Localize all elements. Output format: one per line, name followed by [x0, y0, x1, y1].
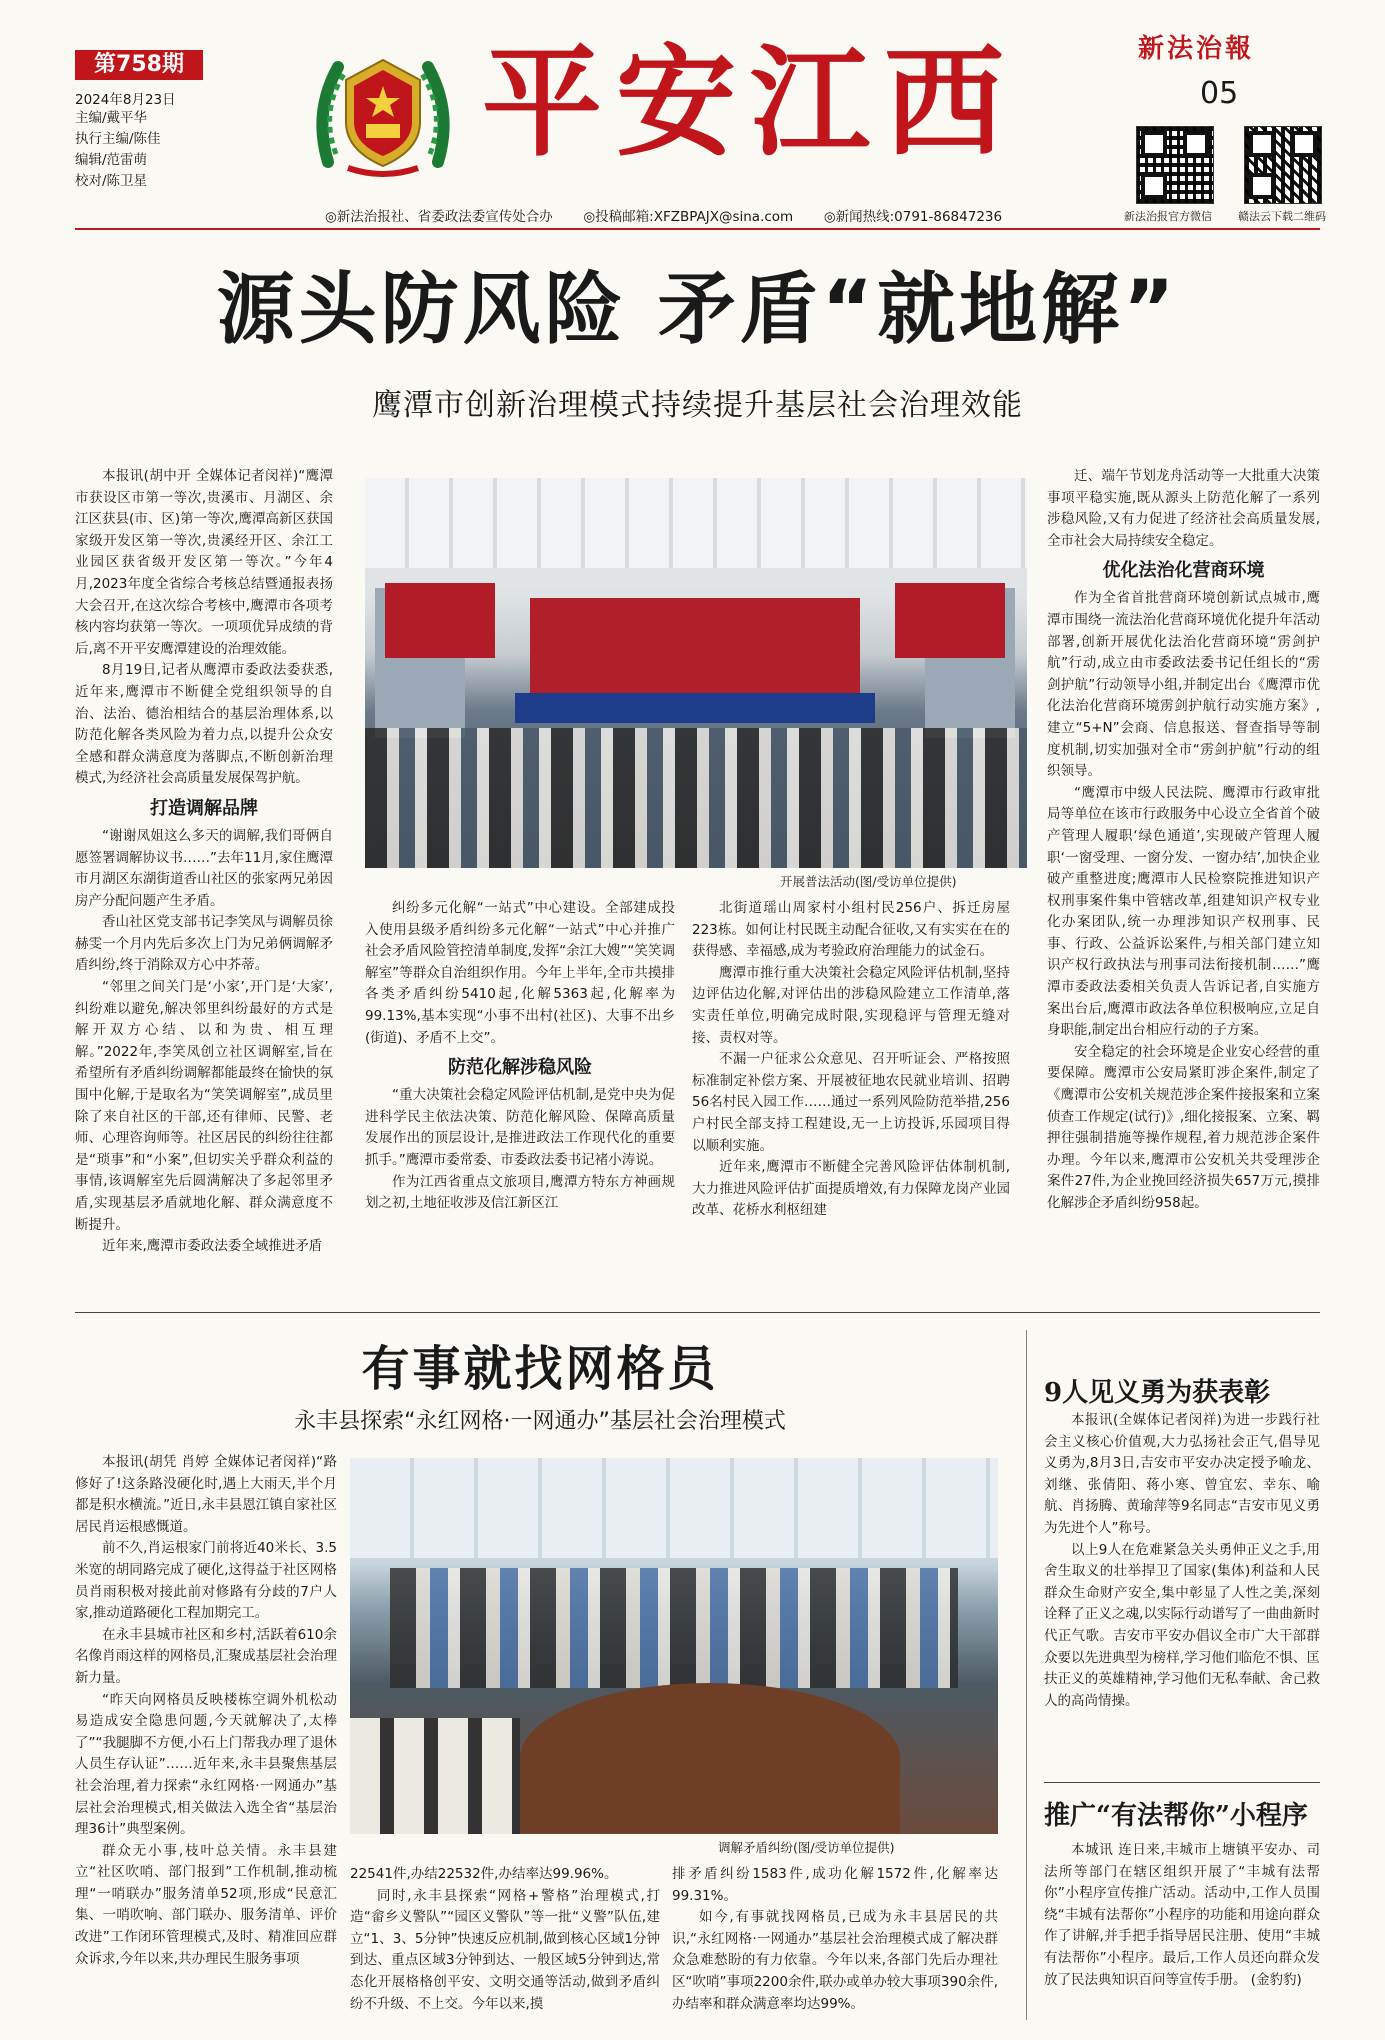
- masthead-divider: [75, 228, 1320, 230]
- paragraph: 本报讯(胡凭 肖婷 全媒体记者闵祥)“路修好了!这条路没硬化时,遇上大雨天,半个月都是积水横流。”近日,永丰县恩江镇自家社区居民肖运根感慨道。: [75, 1454, 337, 1535]
- paragraph: 本报讯(胡中开 全媒体记者闵祥)“鹰潭市获设区市第一等次,贵溪市、月湖区、余江区获县(市、区)第一等次,鹰潭高新区获国家级开发区第一等次,贵溪经开区、余江工业园区获省级开发区第一等次。”今年4月,2023年度全省综合考核总结暨通报表扬大会召开,在这次综合考核中,鹰潭市各项考核内容均获第一等次。一项项优异成绩的背后,离不开平安鹰潭建设的治理效能。: [75, 468, 333, 657]
- masthead-info-bar: [325, 205, 1002, 225]
- section-divider: [75, 1312, 1320, 1313]
- paragraph: 以上9人在危难紧急关头勇伸正义之手,用舍生取义的壮举捍卫了国家(集体)利益和人民群众生命财产安全,集中彰显了人性之美,深刻诠释了正义之魂,以实际行动谱写了一曲曲新时代正气歌。吉安市平安办倡议全市广大干部群众要以先进典型为榜样,学习他们临危不惧、匡扶正义的英雄精神,学习他们无私奉献、舍己救人的高尚情操。: [1044, 1541, 1320, 1709]
- issue-number: 第758期: [94, 52, 184, 77]
- editor-list: [75, 108, 161, 192]
- paragraph: 如今,有事就找网格员,已成为永丰县居民的共识,“永红网格·一网通办”基层社会治理模式成了解决群众急难愁盼的有力依靠。今年以来,各部门先后办理社区“吹哨”事项2200余件,联办或单办较大事项390余件,办结率和群众满意率均达99%。: [672, 1909, 998, 2012]
- paragraph: 作为全省首批营商环境创新试点城市,鹰潭市围绕一流法治化营商环境优化提升年活动部署,创新开展优化法治化营商环境“雳剑护航”行动,成立由市委政法委书记任组长的“雳剑护航”行动领导小组,并制定出台《鹰潭市优化法治化营商环境雳剑护航行动实施方案》,建立“5+N”会商、信息报送、督查指导等制度机制,切实加强对全市“雳剑护航”行动的组织领导。: [1047, 590, 1320, 780]
- paragraph: 近年来,鹰潭市委政法委全域推进矛盾: [102, 1238, 323, 1255]
- paragraph: 安全稳定的社会环境是企业安心经营的重要保障。鹰潭市公安局紧盯涉企案件,制定了《鹰潭市公安机关规范涉企案件接报案和立案侦查工作规定(试行)》,细化接报案、立案、羁押往强制措施等操作规程,着力规范涉企案件办理。今年以来,鹰潭市公安机关共受理涉企案件27件,为企业挽回经济损失657万元,摸排化解涉企矛盾纠纷958起。: [1047, 1043, 1320, 1211]
- paragraph: “重大决策社会稳定风险评估机制,是党中央为促进科学民主依法决策、防范化解风险、保障高质量发展作出的顶层设计,是推进政法工作现代化的重要抓手。”鹰潭市委常委、市委政法委书记褚小涛说。: [365, 1087, 675, 1168]
- editor-line: 校对/陈卫星: [75, 173, 148, 189]
- issue-badge: [75, 50, 203, 80]
- paragraph: 前不久,肖运根家门前将近40米长、3.5米宽的胡同路完成了硬化,这得益于社区网格员肖雨积极对接此前对修路有分歧的7户人家,推动道路硬化工程加期完工。: [75, 1540, 337, 1622]
- lead-photo: [365, 478, 1027, 868]
- paragraph: 群众无小事,枝叶总关情。永丰县建立“社区吹哨、部门报到”工作机制,推动梳理“一哨联办”服务清单52项,形成“民意汇集、一哨吹响、部门联办、服务清单、评价改进”工作闭环管理模式,及时、精准回应群众诉求,今年以来,共办理民生服务事项: [75, 1842, 337, 1967]
- second-headline: 有事就找网格员: [361, 1341, 719, 1397]
- paragraph: “邻里之间关门是‘小家’,开门是‘大家’,纠纷难以避免,解决邻里纠纷最好的方式是解开双方心结、以和为贵、相互理解。”2022年,李笑凤创立社区调解室,旨在希望所有矛盾纠纷调解都能最终在愉快的氛围中化解,于是取名为“笑笑调解室”,成员里除了来自社区的干部,还有律师、民警、老师、心理咨询师等。社区居民的纠纷往往都是“琐事”和“小案”,但切实关乎群众利益的事情,该调解室先后圆满解决了多起邻里矛盾,实现基层矛盾就地化解、群众满意度不断提升。: [75, 979, 333, 1233]
- paragraph: 排矛盾纠纷1583件,成功化解1572件,化解率达99.31%。: [672, 1866, 998, 1904]
- paragraph: 本城讯 连日来,丰城市上塘镇平安办、司法所等部门在辖区组织开展了“丰城有法帮你”小程序宣传推广活动。活动中,工作人员围绕“丰城有法帮你”小程序的功能和用途向群众作了讲解,并手把手指导居民注册、使用“丰城有法帮你”小程序。最后,工作人员还向群众发放了民法典知识百问等宣传手册。 (金豹豹): [1044, 1842, 1320, 1988]
- lead-headline: 源头防风险 矛盾“就地解”: [216, 265, 1179, 355]
- second-column-3: [672, 1864, 998, 2022]
- lead-column-2: [365, 898, 675, 1298]
- section-subhead: 防范化解涉稳风险: [448, 1057, 592, 1079]
- section-subhead: 打造调解品牌: [150, 797, 258, 819]
- meeting-table: [520, 1683, 900, 1833]
- side-divider: [1044, 1782, 1320, 1783]
- paragraph: 作为江西省重点文旅项目,鹰潭方特东方神画规划之初,土地征收涉及信江新区江: [365, 1173, 675, 1212]
- newspaper-title: 平安江西: [482, 32, 1018, 173]
- paragraph: 在永丰县城市社区和乡村,活跃着610余名像肖雨这样的网格员,汇聚成基层社会治理新力量。: [75, 1626, 337, 1686]
- lead-subhead: 鹰潭市创新治理模式持续提升基层社会治理效能: [372, 388, 1023, 423]
- lead-photo-caption: 开展普法活动(图/受访单位提供): [780, 874, 957, 889]
- paragraph: 纠纷多元化解“一站式”中心建设。全部建成投入使用县级矛盾纠纷多元化解“一站式”中心并推广社会矛盾风险管控清单制度,发挥“余江大嫂”“笑笑调解室”等群众自治组织作用。今年上半年,全市共摸排各类矛盾纠纷5410起,化解5363起,化解率为99.13%,基本实现“小事不出村(社区)、大事不出乡(街道)、矛盾不上交”。: [365, 900, 675, 1046]
- side1-body: [1044, 1410, 1320, 1770]
- qr-code-icon: [1244, 126, 1322, 204]
- news-hotline: ◎新闻热线:0791-86847236: [823, 209, 1003, 225]
- side2-headline: 推广“有法帮你”小程序: [1044, 1801, 1308, 1831]
- paragraph: “昨天向网格员反映楼栋空调外机松动易造成安全隐患问题,今天就解决了,太棒了”“我腿脚不方便,小石上门帮我办理了退休人员生存认证”……近年来,永丰县聚焦基层社会治理,着力探索“永红网格·一网通办”基层社会治理模式,相关做法入选全省“基层治理36计”典型案例。: [75, 1691, 337, 1838]
- police-emblem-icon: [308, 42, 458, 182]
- page-number: 05: [1200, 76, 1239, 111]
- paragraph: 迁、端午节划龙舟活动等一大批重大决策事项平稳实施,既从源头上防范化解了一系列涉稳风险,又有力促进了经济社会高质量发展,全市社会大局持续安全稳定。: [1047, 468, 1320, 549]
- side1-headline: 9人见义勇为获表彰: [1044, 1378, 1271, 1408]
- paragraph: 北街道瑶山周家村小组村民256户、拆迁房屋223栋。如何让村民既主动配合征收,又有实实在在的获得感、幸福感,成为考验政府治理能力的试金石。: [692, 900, 1010, 960]
- section-subhead: 优化法治化营商环境: [1102, 560, 1265, 582]
- side2-body: [1044, 1840, 1320, 2020]
- partner-logo: 新法治報: [1138, 34, 1255, 64]
- editor-line: 编辑/范雷萌: [75, 152, 148, 168]
- second-photo: [350, 1458, 998, 1834]
- qr2-label: 赣法云下载二维码: [1238, 210, 1326, 223]
- qr1-label: 新法治报官方微信: [1124, 210, 1212, 223]
- paragraph: 同时,永丰县探索“网格+警格”治理模式,打造“畲乡义警队”“园区义警队”等一批“义警”队伍,建立“1、3、5分钟”快速反应机制,做到核心区域1分钟到达、重点区域3分钟到达、一般区域5分钟到达,常态化开展格格创平安、文明交通等活动,做到矛盾纠纷不升级、不上交。今年以来,摸: [350, 1887, 660, 2012]
- paragraph: 香山社区党支部书记李笑凤与调解员徐赫雯一个月内先后多次上门为兄弟俩调解矛盾纠纷,终于消除双方心中芥蒂。: [75, 914, 333, 974]
- issue-date: 2024年8月23日: [75, 92, 176, 108]
- lead-column-3: [692, 898, 1010, 1298]
- second-column-1: [75, 1452, 337, 2020]
- paragraph: 近年来,鹰潭市不断健全完善风险评估体制机制,大力推进风险评估扩面提质增效,有力保障龙岗产业园改革、花桥水利枢纽建: [692, 1159, 1010, 1219]
- paragraph: 鹰潭市推行重大决策社会稳定风险评估机制,坚持边评估边化解,对评估出的涉稳风险建立工作清单,落实责任单位,明确完成时限,实现稳评与管理无缝对接、责权对等。: [692, 964, 1010, 1046]
- submission-email: ◎投稿邮箱:XFZBPAJX@sina.com: [583, 209, 794, 225]
- second-column-2: [350, 1864, 660, 2022]
- editor-line: 执行主编/陈佳: [75, 131, 161, 147]
- paragraph: 不漏一户征求公众意见、召开听证会、严格按照标准制定补偿方案、开展被征地农民就业培训、招聘56名村民入园工作……通过一系列风险防范举措,256户村民全部支持工程建设,无一上访投诉,乐园项目得以顺利实施。: [692, 1051, 1010, 1154]
- second-subhead: 永丰县探索“永红网格·一网通办”基层社会治理模式: [294, 1409, 786, 1434]
- lead-column-1: [75, 466, 333, 1296]
- paragraph: 本报讯(全媒体记者闵祥)为进一步践行社会主义核心价值观,大力弘扬社会正气,倡导见义勇为,8月3日,吉安市平安办决定授予喻龙、刘继、张倩阳、蒋小寒、曾宜宏、幸东、喻航、肖扬腾、黄瑜萍等9名同志“吉安市见义勇为先进个人”称号。: [1044, 1412, 1320, 1536]
- column-divider: [1026, 1330, 1027, 2020]
- stage-banner: [530, 598, 860, 693]
- sponsor-text: ◎新法治报社、省委政法委宣传处合办: [325, 209, 553, 225]
- paragraph: “鹰潭市中级人民法院、鹰潭市行政审批局等单位在该市行政服务中心设立全省首个破产管理人履职‘绿色通道’,实现破产管理人履职‘一窗受理、一窗分发、一窗办结’,加快企业破产重整进度;鹰潭市人民检察院推进知识产权刑事案件集中管辖改革,组建知识产权专业化办案团队,统一办理涉知识产权刑事、民事、行政、公益诉讼案件,与相关部门建立知识产权行政执法与刑事司法衔接机制……”鹰潭市委政法委相关负责人告诉记者,自实施方案出台后,鹰潭市政法各单位积极响应,立足自身职能,制定出台相应行动的子方案。: [1047, 784, 1320, 1039]
- lead-column-4: [1047, 466, 1320, 1296]
- editor-line: 主编/戴平华: [75, 110, 148, 126]
- paragraph: 22541件,办结22532件,办结率达99.96%。: [350, 1866, 618, 1882]
- qr-code-icon: [1136, 126, 1214, 204]
- paragraph: 8月19日,记者从鹰潭市委政法委获悉,近年来,鹰潭市不断健全党组织领导的自治、法治、德治相结合的基层治理体系,以防范化解各类风险为着力点,以提升公众安全感和群众满意度为落脚点,不断创新治理模式,为经济社会高质量发展保驾护航。: [75, 662, 333, 787]
- paragraph: “谢谢凤姐这么多天的调解,我们哥俩自愿签署调解协议书……”去年11月,家住鹰潭市月湖区东湖街道香山社区的张家两兄弟因房产分配问题产生矛盾。: [75, 827, 333, 909]
- second-photo-caption: 调解矛盾纠纷(图/受访单位提供): [718, 1840, 895, 1855]
